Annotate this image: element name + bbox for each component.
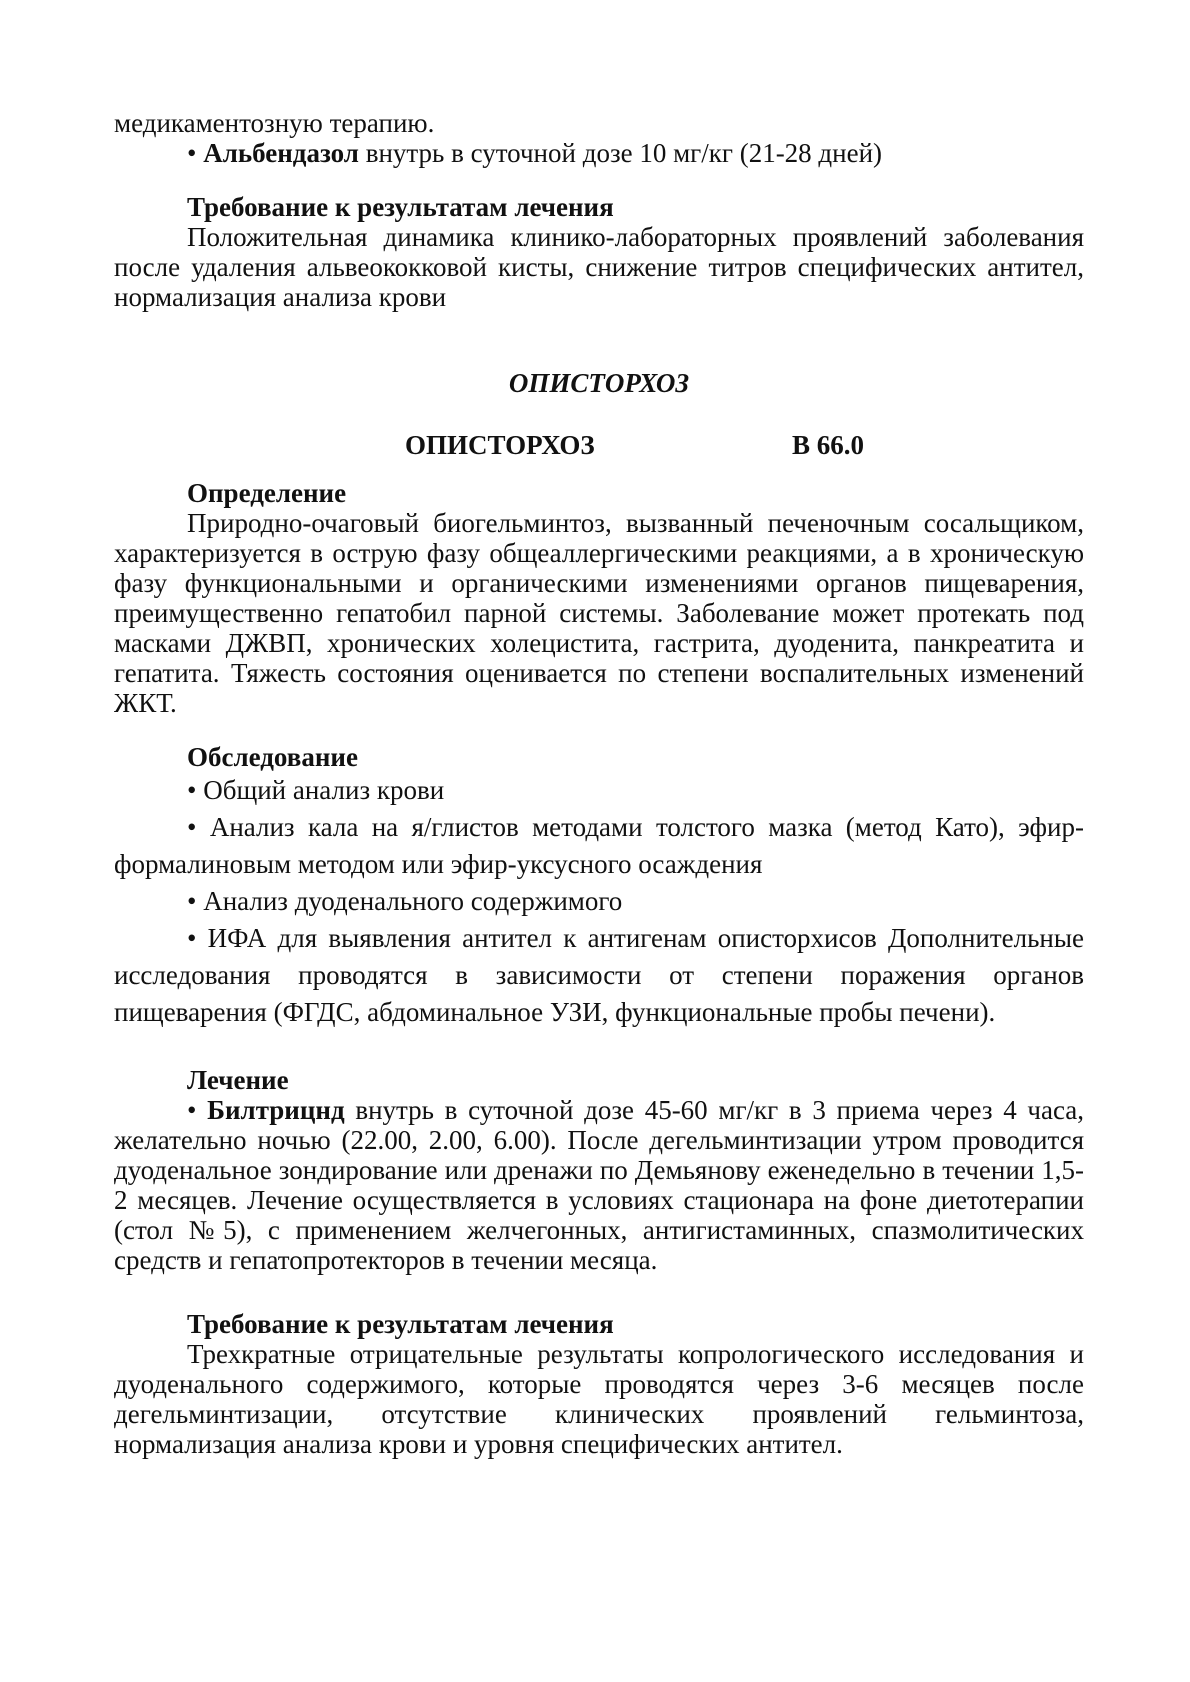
continued-text: медикаментозную терапию. <box>114 108 435 138</box>
list-item: • Анализ дуоденального содержимого <box>187 886 623 916</box>
requirements-heading: Требование к результатам лечения <box>187 1309 614 1339</box>
disease-code: В 66.0 <box>792 430 865 460</box>
drug-dosage: внутрь в суточной дозе 10 мг/кг (21-28 дней) <box>358 138 883 168</box>
list-item: • Анализ кала на я/глистов методами толстого мазка (метод Като), эфир-формалиновым методом или эфир-уксусного осаждения <box>114 812 1084 879</box>
drug-name: Билтрицнд <box>207 1095 345 1125</box>
albendazole-item <box>114 138 1084 168</box>
disease-header <box>114 430 1084 464</box>
bullet: • <box>187 1095 208 1125</box>
drug-instructions: внутрь в суточной дозе 45-60 мг/кг в 3 приема через 4 часа, желательно ночью (22.00, 2.00, 6.00). После дегельминтизации утром проводится дуоденальное зондирование или дренажи по Демьянову еженедельно в течении 1,5-2 месяцев. Лечение осуществляется в условиях стационара на фоне диетотерапии (стол №5), с применением желчегонных, антигистаминных, спазмолитических средств и гепатопротекторов в течении месяца. <box>114 1095 1085 1275</box>
requirements-text: Трехкратные отрицательные результаты копрологического исследования и дуоденального содержимого, которые проводятся через 3-6 месяцев после дегельминтизации, отсутствие клинических проявлений гельминтоза, нормализация анализа крови и уровня специфических антител. <box>114 1339 1084 1459</box>
disease-name: ОПИСТОРХОЗ <box>405 430 595 460</box>
prev-requirements-text: Положительная динамика клинико-лабораторных проявлений заболевания после удаления альвеококковой кисты, снижение титров специфических антител, нормализация анализа крови <box>114 222 1084 312</box>
prev-requirements-heading: Требование к результатам лечения <box>187 192 614 222</box>
document-page <box>114 108 1084 1459</box>
examination-heading: Обследование <box>187 742 358 772</box>
treatment-text <box>114 1095 1084 1275</box>
bullet: • <box>187 138 204 168</box>
treatment-heading: Лечение <box>187 1065 289 1095</box>
definition-heading: Определение <box>187 478 347 508</box>
list-item: • Общий анализ крови <box>187 775 445 805</box>
section-title: ОПИСТОРХОЗ <box>508 368 690 398</box>
drug-name: Альбендазол <box>203 138 359 168</box>
definition-text: Природно-очаговый биогельминтоз, вызванный печеночным сосальщиком, характеризуется в острую фазу общеаллергическими реакциями, а в хроническую фазу функциональными и органическими изменениями органов пищеварения, преимущественно гепатобил парной системы. Заболевание может протекать под масками ДЖВП, хронических холецистита, гастрита, дуоденита, панкреатита и гепатита. Тяжесть состояния оценивается по степени воспалительных изменений ЖКТ. <box>114 508 1084 718</box>
examination-list <box>114 772 1084 1031</box>
list-item: • ИФА для выявления антител к антигенам описторхисов Дополнительные исследования проводятся в зависимости от степени поражения органов пищеварения (ФГДС, абдоминальное УЗИ, функциональные пробы печени). <box>114 923 1084 1027</box>
